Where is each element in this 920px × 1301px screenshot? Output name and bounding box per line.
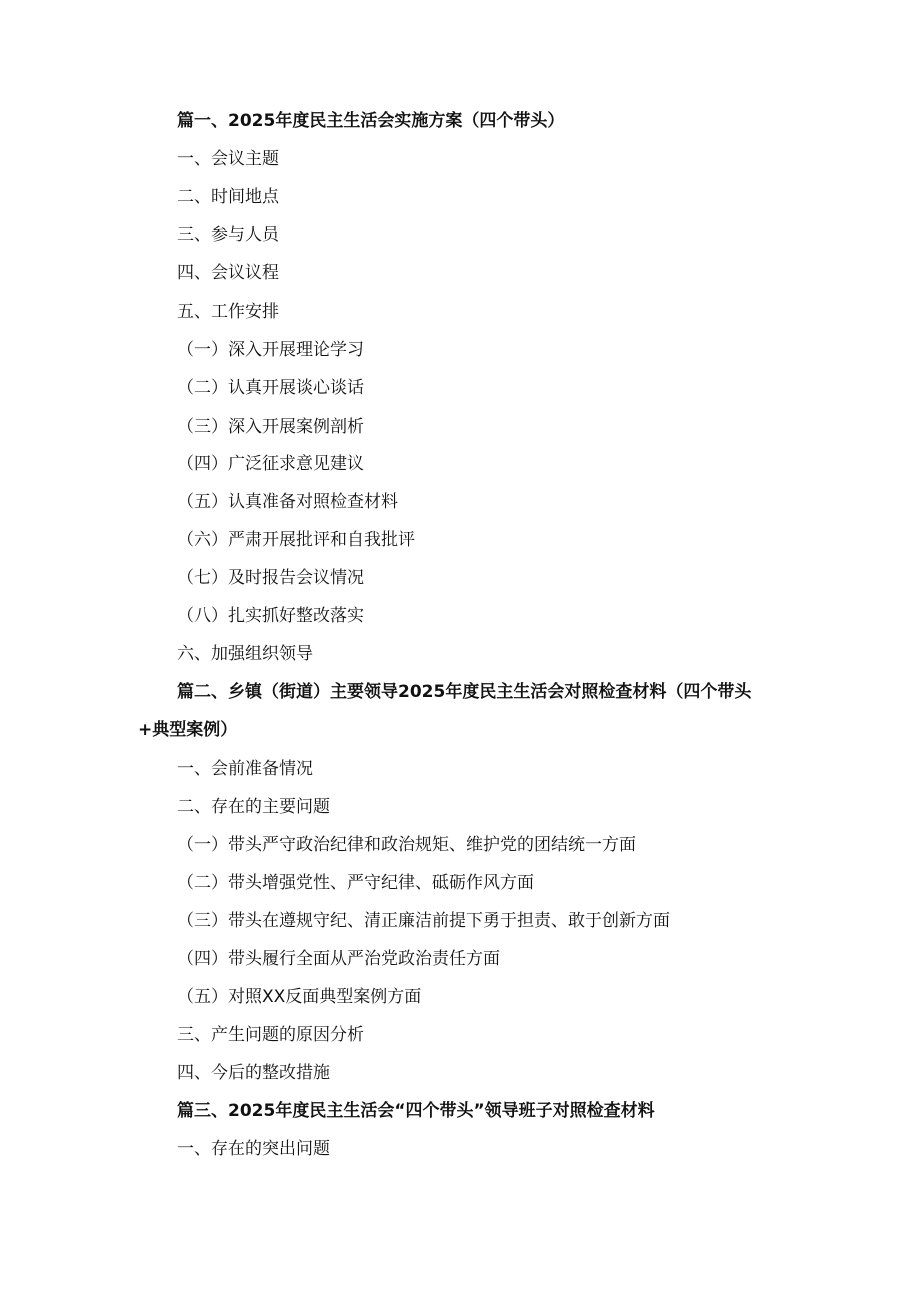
section-3-item: 一、存在的突出问题 [177, 1139, 330, 1159]
section-2-subitem: （四）带头履行全面从严治党政治责任方面 [177, 949, 500, 969]
section-2-subitem: （五）对照XX反面典型案例方面 [177, 987, 422, 1007]
section-1-item: 五、工作安排 [177, 302, 279, 322]
section-1-subitem: （四）广泛征求意见建议 [177, 454, 364, 474]
section-2-item: 四、今后的整改措施 [177, 1063, 330, 1083]
section-1-item: 六、加强组织领导 [177, 644, 313, 664]
section-1-item: 一、会议主题 [177, 149, 279, 169]
section-1-item: 四、会议议程 [177, 263, 279, 283]
section-1-title: 篇一、2025年度民主生活会实施方案（四个带头） [177, 111, 565, 131]
section-1-subitem: （五）认真准备对照检查材料 [177, 492, 398, 512]
section-2-subitem: （一）带头严守政治纪律和政治规矩、维护党的团结统一方面 [177, 835, 636, 855]
section-2-subitem: （三）带头在遵规守纪、清正廉洁前提下勇于担责、敢于创新方面 [177, 911, 670, 931]
section-1-subitem: （八）扎实抓好整改落实 [177, 606, 364, 626]
section-2-title: 篇二、乡镇（街道）主要领导2025年度民主生活会对照检查材料（四个带头+典型案例） [138, 682, 752, 740]
section-1-item: 三、参与人员 [177, 225, 279, 245]
section-2-item: 二、存在的主要问题 [177, 797, 330, 817]
section-1-subitem: （六）严肃开展批评和自我批评 [177, 530, 415, 550]
section-1-subitem: （七）及时报告会议情况 [177, 568, 364, 588]
section-1-item: 二、时间地点 [177, 187, 279, 207]
section-1-subitem: （二）认真开展谈心谈话 [177, 378, 364, 398]
section-1-subitem: （一）深入开展理论学习 [177, 340, 364, 360]
section-1-subitem: （三）深入开展案例剖析 [177, 417, 364, 437]
section-2-item: 三、产生问题的原因分析 [177, 1025, 364, 1045]
section-3-title: 篇三、2025年度民主生活会“四个带头”领导班子对照检查材料 [177, 1101, 655, 1121]
section-2-subitem: （二）带头增强党性、严守纪律、砥砺作风方面 [177, 873, 534, 893]
section-2-item: 一、会前准备情况 [177, 759, 313, 779]
